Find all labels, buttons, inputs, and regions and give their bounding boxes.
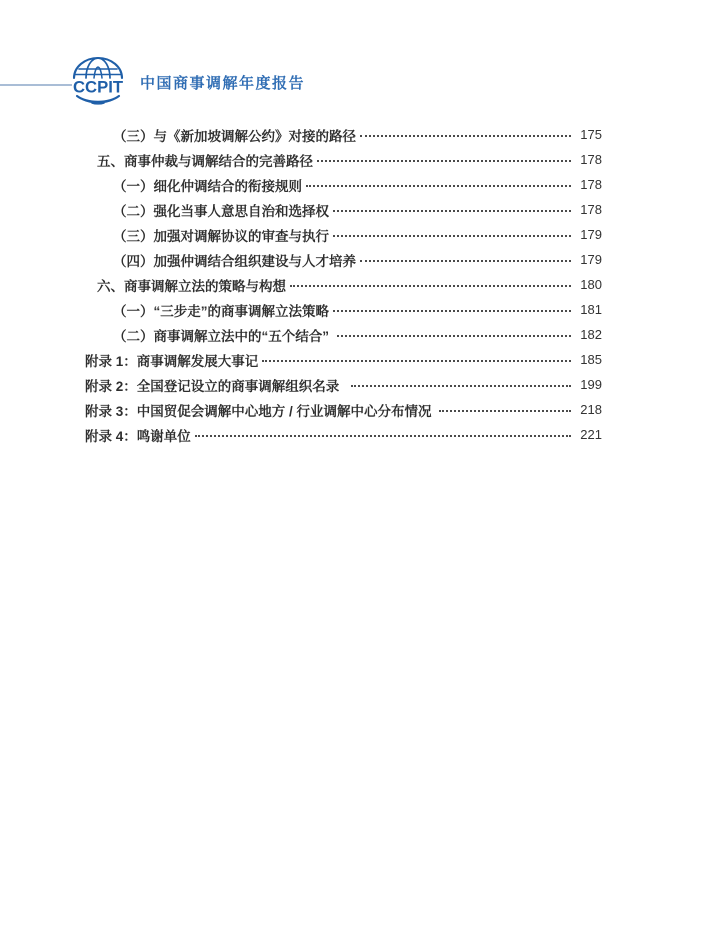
- toc-entry-page: 178: [580, 152, 602, 167]
- dotted-leader: [333, 310, 571, 312]
- toc-entry-page: 199: [580, 377, 602, 392]
- dotted-leader: [333, 210, 571, 212]
- dotted-leader: [317, 160, 571, 162]
- toc-entry: [85, 422, 602, 447]
- dotted-leader: [351, 385, 571, 387]
- dotted-leader: [290, 285, 571, 287]
- header-rule: [0, 84, 72, 86]
- report-title: 中国商事调解年度报告: [140, 75, 306, 92]
- toc-entry-page: 178: [580, 177, 602, 192]
- toc-entry: [85, 322, 602, 347]
- toc-entry-page: 182: [580, 327, 602, 342]
- toc-entry: [85, 397, 602, 422]
- toc-entry-page: 181: [580, 302, 602, 317]
- toc-entry-label: （三）加强对调解协议的审查与执行: [113, 228, 329, 244]
- toc-entry: [85, 122, 602, 147]
- toc-entry-label: 附录 4：鸣谢单位: [85, 428, 191, 444]
- toc-entry-page: 178: [580, 202, 602, 217]
- toc-entry: [85, 372, 602, 397]
- dotted-leader: [337, 335, 571, 337]
- dotted-leader: [360, 260, 571, 262]
- dotted-leader: [360, 135, 571, 137]
- toc-entry-page: 180: [580, 277, 602, 292]
- toc-entry-page: 218: [580, 402, 602, 417]
- dotted-leader: [306, 185, 571, 187]
- toc-entry-label: （四）加强仲调结合组织建设与人才培养: [113, 253, 356, 269]
- toc-entry: [85, 197, 602, 222]
- dotted-leader: [262, 360, 571, 362]
- toc-entry: [85, 147, 602, 172]
- toc-entry: [85, 172, 602, 197]
- toc-entry-label: 六、商事调解立法的策略与构想: [97, 278, 286, 294]
- toc-list: [85, 122, 602, 447]
- toc-entry: [85, 297, 602, 322]
- toc-entry-page: 179: [580, 227, 602, 242]
- logo-text: CCPIT: [73, 78, 123, 97]
- toc-entry-label: 附录 2：全国登记设立的商事调解组织名录: [85, 378, 347, 394]
- toc-entry: [85, 272, 602, 297]
- toc-entry-page: 179: [580, 252, 602, 267]
- toc-entry-label: （三）与《新加坡调解公约》对接的路径: [113, 128, 356, 144]
- dotted-leader: [195, 435, 571, 437]
- dotted-leader: [439, 410, 571, 412]
- toc-entry-label: （二）商事调解立法中的“五个结合”: [113, 328, 333, 344]
- toc-entry-label: 附录 3：中国贸促会调解中心地方 / 行业调解中心分布情况: [85, 403, 436, 419]
- toc-entry-page: 221: [580, 427, 602, 442]
- toc-entry-label: （一）“三步走”的商事调解立法策略: [113, 303, 329, 319]
- globe-icon: [69, 55, 127, 107]
- dotted-leader: [333, 235, 571, 237]
- toc-entry-page: 185: [580, 352, 602, 367]
- toc-entry-label: 附录 1：商事调解发展大事记: [85, 353, 259, 369]
- toc-entry-label: （二）强化当事人意思自治和选择权: [113, 203, 329, 219]
- ccpit-logo: [69, 55, 127, 107]
- toc-entry: [85, 222, 602, 247]
- toc-entry-page: 175: [580, 127, 602, 142]
- toc-entry: [85, 247, 602, 272]
- toc-entry-label: （一）细化仲调结合的衔接规则: [113, 178, 302, 194]
- toc-entry-label: 五、商事仲裁与调解结合的完善路径: [97, 153, 313, 169]
- toc-entry: [85, 347, 602, 372]
